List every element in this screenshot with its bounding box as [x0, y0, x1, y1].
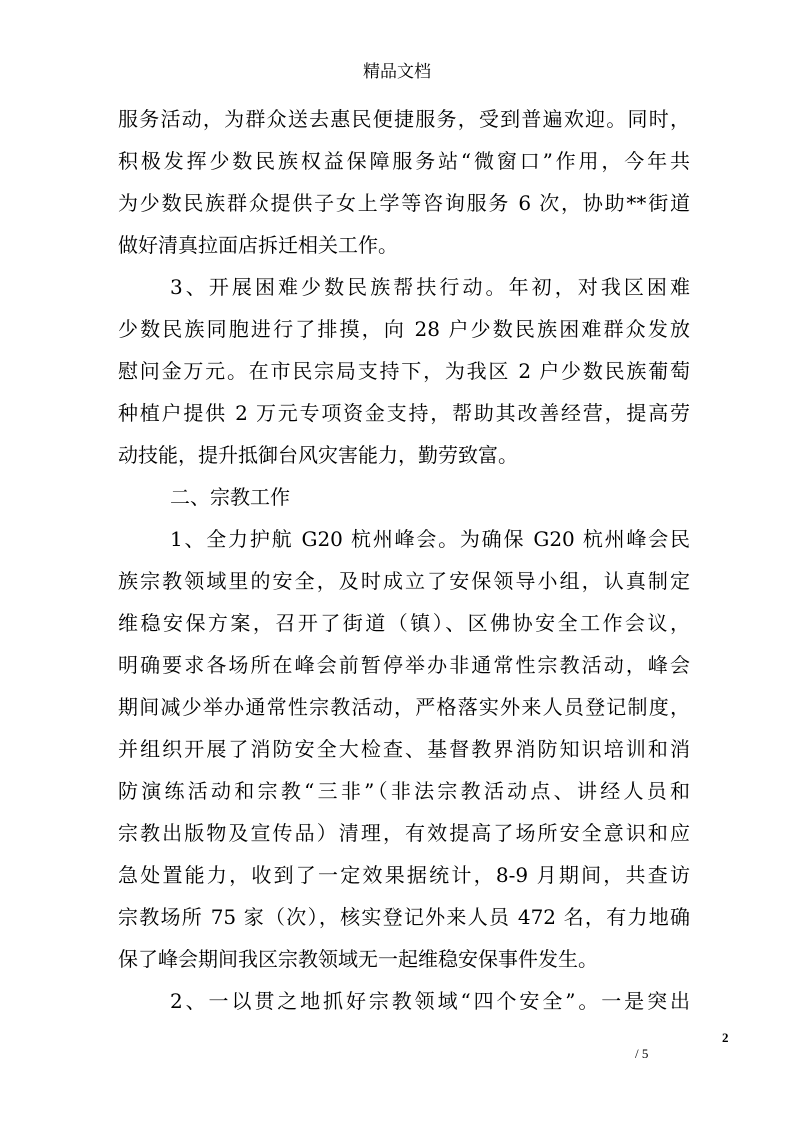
page-total: / 5	[635, 1046, 649, 1061]
page-number: 2	[722, 1030, 729, 1045]
body-line-14: 明确要求各场所在峰会前暂停举办非通常性宗教活动，峰会	[118, 653, 690, 677]
body-line-16: 并组织开展了消防安全大检查、基督教界消防知识培训和消	[118, 737, 690, 761]
page-header-title: 精品文档	[363, 62, 431, 82]
body-line-9: 动技能，提升抵御台风灾害能力，勤劳致富。	[118, 443, 518, 467]
body-line-17: 防演练活动和宗教“三非”（非法宗教活动点、讲经人员和	[118, 779, 690, 803]
body-line-11: 1、全力护航 G20 杭州峰会。为确保 G20 杭州峰会民	[170, 527, 690, 551]
body-line-21: 保了峰会期间我区宗教领域无一起维稳安保事件发生。	[118, 947, 598, 971]
body-line-18: 宗教出版物及宣传品）清理，有效提高了场所安全意识和应	[118, 821, 690, 845]
body-line-5: 3、开展困难少数民族帮扶行动。年初，对我区困难	[170, 275, 690, 299]
body-line-8: 种植户提供 2 万元专项资金支持，帮助其改善经营，提高劳	[118, 401, 690, 425]
body-line-4: 做好清真拉面店拆迁相关工作。	[118, 233, 398, 257]
body-line-12: 族宗教领域里的安全，及时成立了安保领导小组，认真制定	[118, 569, 690, 593]
body-line-6: 少数民族同胞进行了排摸，向 28 户少数民族困难群众发放	[118, 317, 690, 341]
body-line-1: 服务活动，为群众送去惠民便捷服务，受到普遍欢迎。同时，	[118, 107, 690, 131]
body-line-19: 急处置能力，收到了一定效果据统计，8-9 月期间，共查访	[118, 863, 690, 887]
body-line-3: 为少数民族群众提供子女上学等咨询服务 6 次，协助**街道	[118, 191, 690, 215]
body-line-22: 2、一以贯之地抓好宗教领域“四个安全”。一是突出	[170, 989, 690, 1013]
body-line-2: 积极发挥少数民族权益保障服务站“微窗口”作用，今年共	[118, 149, 690, 173]
body-line-15: 期间减少举办通常性宗教活动，严格落实外来人员登记制度，	[118, 695, 690, 719]
section-heading-religion: 二、宗教工作	[170, 485, 290, 509]
body-line-20: 宗教场所 75 家（次），核实登记外来人员 472 名，有力地确	[118, 905, 690, 929]
document-body	[118, 98, 690, 1022]
body-line-7: 慰问金万元。在市民宗局支持下，为我区 2 户少数民族葡萄	[118, 359, 690, 383]
body-line-13: 维稳安保方案，召开了街道（镇）、区佛协安全工作会议，	[118, 611, 690, 635]
